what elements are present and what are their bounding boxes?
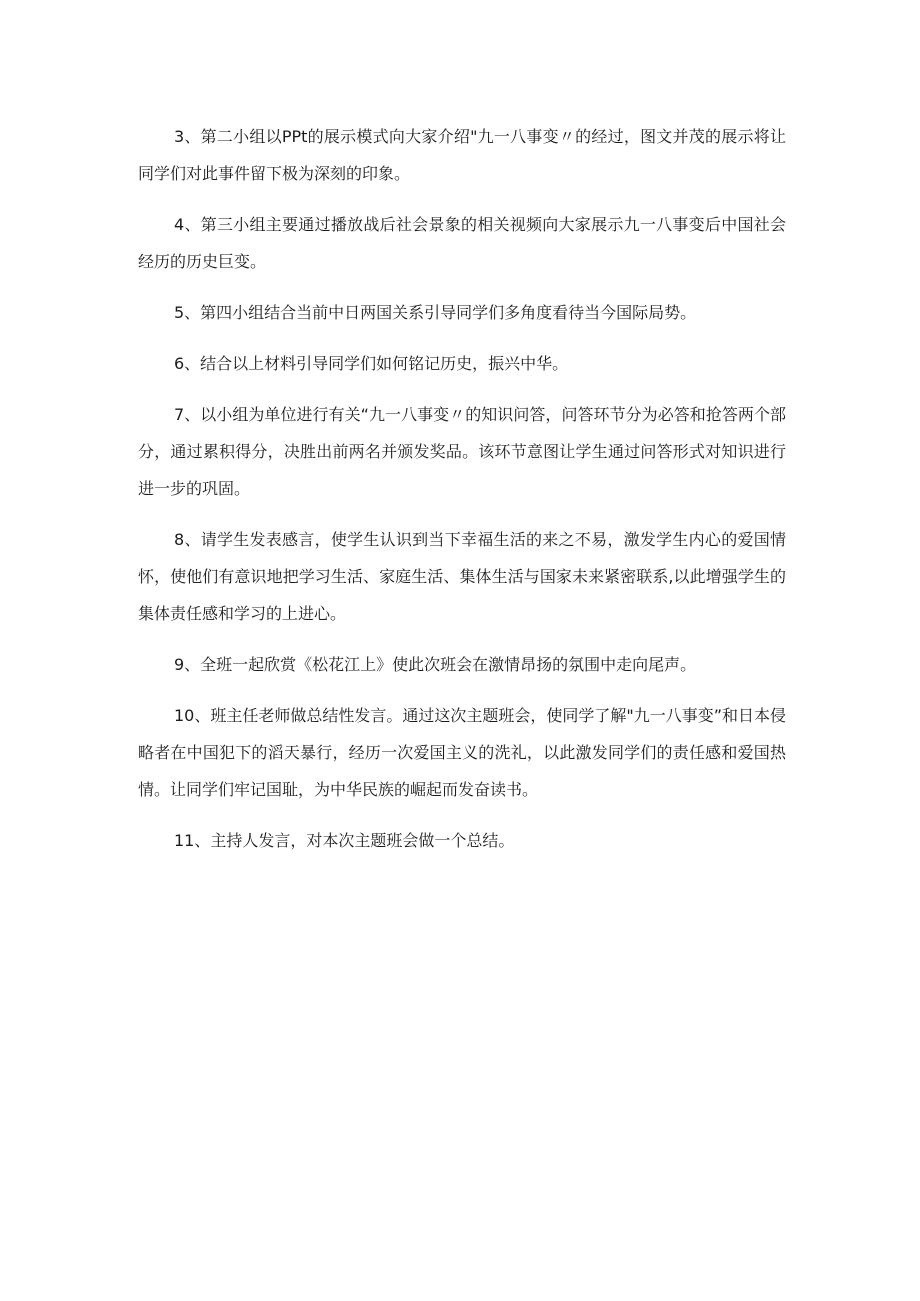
paragraph-step-10: 10、班主任老师做总结性发言。通过这次主题班会，使同学了解"九一八事变”和日本侵略者在中国犯下的滔天暴行，经历一次爱国主义的洗礼，以此激发同学们的责任感和爱国热情。让同学们牢记国耻，为中华民族的崛起而发奋读书。: [138, 706, 787, 799]
document-body: [138, 118, 786, 873]
paragraph-step-5: 5、第四小组结合当前中日两国关系引导同学们多角度看待当今国际局势。: [174, 303, 697, 322]
paragraph-step-4: 4、第三小组主要通过播放战后社会景象的相关视频向大家展示九一八事变后中国社会经历的历史巨变。: [138, 215, 786, 271]
paragraph-step-7: 7、以小组为单位进行有关“九一八事变〃的知识问答，问答环节分为必答和抢答两个部分，通过累积得分，决胜出前两名并颁发奖品。该环节意图让学生通过问答形式对知识进行进一步的巩固。: [138, 405, 786, 498]
paragraph-step-9: 9、全班一起欣赏《松花江上》使此次班会在激情昂扬的氛围中走向尾声。: [174, 655, 697, 674]
paragraph-step-8: 8、请学生发表感言，使学生认识到当下幸福生活的来之不易，激发学生内心的爱国情怀，使他们有意识地把学习生活、家庭生活、集体生活与国家未来紧密联系,以此增强学生的集体责任感和学习的上进心。: [138, 530, 786, 623]
paragraph-step-11: 11、主持人发言，对本次主题班会做一个总结。: [174, 831, 515, 850]
paragraph-step-6: 6、结合以上材料引导同学们如何铭记历史，振兴中华。: [174, 354, 569, 373]
paragraph-step-3: 3、第二小组以PPt的展示模式向大家介绍"九一八事变〃的经过，图文并茂的展示将让同学们对此事件留下极为深刻的印象。: [138, 127, 786, 183]
